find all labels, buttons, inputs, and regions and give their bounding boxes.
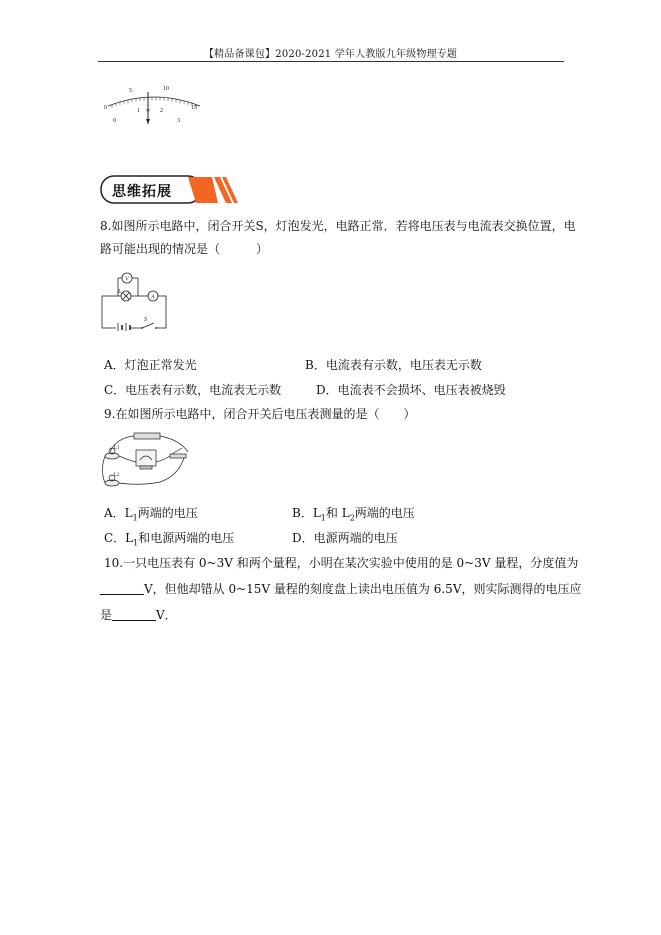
q10-blank-2[interactable]: [112, 609, 156, 621]
q9-option-c: C．$L_1$和电源两端的电压: [104, 531, 235, 548]
q9-option-b: B．$L_1$和 $L_2$两端的电压: [292, 506, 415, 523]
meter-label-left-0: 0: [104, 105, 107, 111]
q10-stem-line3: 是 V．: [100, 608, 177, 622]
q8-option-a: A．灯泡正常发光: [104, 358, 197, 372]
meter-label-2: 2: [160, 108, 163, 114]
q9-option-d: D．电源两端的电压: [292, 531, 398, 545]
q8-switch-label: S: [144, 317, 147, 323]
voltmeter-dial-figure: [104, 84, 204, 126]
q8-lamp-label: L: [118, 289, 122, 295]
q9-stem: 9.在如图所示电路中，闭合开关后电压表测量的是（ ）: [104, 407, 416, 421]
meter-label-5: 5: [129, 88, 132, 94]
q8-voltmeter-symbol: V: [125, 276, 129, 283]
q8-option-d: D．电流表不会损坏、电压表被烧毁: [316, 383, 506, 397]
q8-circuit-diagram: [100, 268, 170, 332]
q8-stem-line1: 8.如图所示电路中，闭合开关S，灯泡发光，电路正常．若将电压表与电流表交换位置，电: [100, 219, 576, 233]
q8-ammeter-symbol: A: [151, 294, 155, 301]
q8-option-c: C．电压表有示数，电流表无示数: [104, 383, 282, 397]
meter-label-10: 10: [163, 86, 169, 92]
meter-label-1: 1: [137, 108, 140, 114]
section-banner-title: 思维拓展: [112, 184, 172, 200]
meter-label-3: 3: [177, 118, 180, 124]
q8-stem-line2: 路可能出现的情况是（ ）: [100, 242, 269, 256]
q9-option-a: A．$L_1$两端的电压: [104, 506, 198, 523]
header-rule: [98, 61, 564, 62]
q10-stem-line1: 10.一只电压表有 0~3V 和两个量程，小明在某次实验中使用的是 0~3V 量程，分度值为: [104, 556, 579, 570]
q10-blank-1[interactable]: [100, 583, 144, 595]
meter-label-15: 15: [191, 105, 197, 111]
meter-unit: V: [146, 109, 151, 115]
q9-l1-label: L1: [114, 446, 120, 451]
q8-option-b: B．电流表有示数，电压表无示数: [305, 358, 482, 372]
q9-circuit-diagram: [100, 430, 192, 492]
q9-l2-label: L2: [114, 473, 120, 478]
q10-stem-line2: V，但他却错从 0~15V 量程的刻度盘上读出电压值为 6.5V，则实际测得的电压应: [100, 576, 582, 602]
page-header: 【精品备课包】2020-2021 学年人教版九年级物理专题: [203, 49, 458, 60]
meter-label-0: 0: [113, 118, 116, 124]
